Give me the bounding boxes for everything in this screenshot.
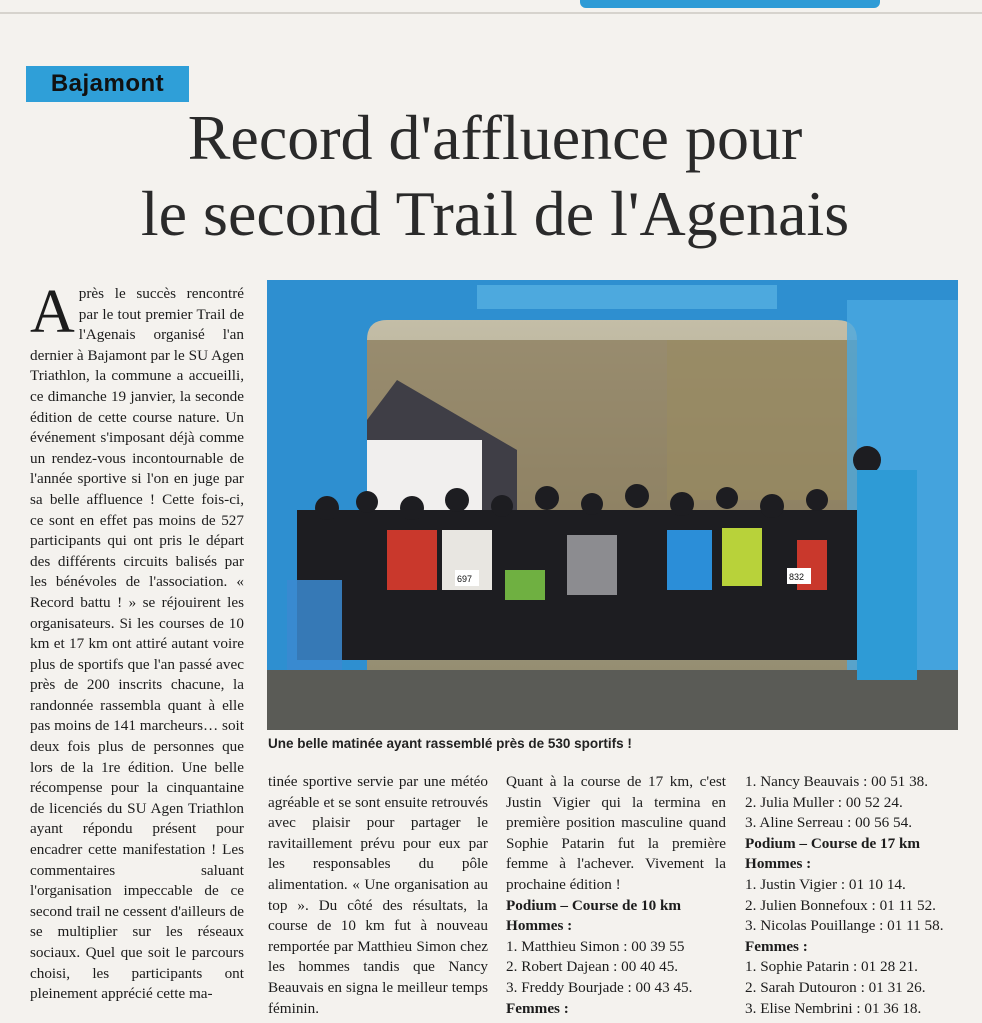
column-1-text: près le succès rencontré par le tout premier Trail de l'Agenais organisé l'an dernier à Bajamont par le SU Agen Triathlon, la commune a accueilli, ce dimanche 19 janvier, la seconde édition de cette course nature. Un événement s'imposant déjà comme un rendez-vous incontournable de l'année sportive si l'on en juge par sa belle affluence ! Cette fois-ci, ce sont en effet pas moins de 527 participants qui ont pris le départ des différents circuits balisés par les bénévoles de l'association. « Record battu ! » se réjouirent les organisateurs. Si les courses de 10 km et 17 km ont attiré autant voire plus de sportifs que l'an passé avec près de 200 inscrits chacune, la randonnée rassembla quant à elle pas moins de 141 marcheurs… soit deux fois plus de personnes que lors de la 1re édition. Une belle récompense pour la cinquantaine de licenciés du SU Agen Triathlon ayant répondu présent pour encadrer cette manifestation ! Les commentaires saluant l'organisation impeccable de ce second trail ne cessent d'ailleurs de se multiplier sur les réseaux sociaux. Quel que soit le parcours choisi, les participants ont pleinement apprécié cette ma- [30,285,244,1003]
result-line: 1. Matthieu Simon : 00 39 55 [506,937,685,955]
hommes-10km-label: Hommes : [506,917,573,935]
podium-10km-title: Podium – Course de 10 km [506,896,682,914]
podium-17km-title: Podium – Course de 17 km [745,834,921,852]
headline [40,100,950,252]
headline-line-1: Record d'affluence pour [187,102,803,173]
result-line: 3. Freddy Bourjade : 00 43 45. [506,978,693,996]
location-rubric: Bajamont [26,66,189,102]
article-column-2 [268,772,488,1019]
page-top-rule [0,0,982,14]
result-line: 3. Elise Nembrini : 01 36 18. [745,999,922,1017]
article-column-4 [745,772,969,1019]
article-column-1 [30,278,244,1005]
result-line: 1. Sophie Patarin : 01 28 21. [745,958,918,976]
headline-line-2: le second Trail de l'Agenais [140,178,850,249]
result-line: 1. Nancy Beauvais : 00 51 38. [745,773,929,790]
bib-number-2: 832 [789,572,805,582]
hommes-17km-label: Hommes : [745,855,812,873]
result-line: 1. Justin Vigier : 01 10 14. [745,875,906,893]
photo-illustration [267,280,958,730]
result-line: 2. Julien Bonnefoux : 01 11 52. [745,896,936,914]
drop-cap: A [30,278,75,346]
column-3-text: Quant à la course de 17 km, c'est Justin Vigier qui la termina en première position masculine quand Sophie Patarin fut la première femme à l'achever. Vivement la prochaine édition ! [506,773,726,893]
column-2-text: tinée sportive servie par une météo agréable et se sont ensuite retrouvés avec plaisir pour partager le ravitaillement prévu pour eux par les responsables du pôle alimentation. « Une organisation au top ». Du côté des résultats, la course de 10 km fut à nouveau remportée par Matthieu Simon chez les hommes tandis que Nancy Beauvais en signa le meilleur temps féminin. [268,773,488,1017]
article-column-3 [506,772,726,1019]
result-line: 2. Sarah Dutouron : 01 31 26. [745,978,926,996]
result-line: 3. Nicolas Pouillange : 01 11 58. [745,917,944,935]
femmes-17km-label: Femmes : [745,937,808,955]
result-line: 2. Julia Muller : 00 52 24. [745,793,903,811]
femmes-10km-label: Femmes : [506,999,569,1017]
photo-caption: Une belle matinée ayant rassemblé près de 530 sportifs ! [268,736,632,751]
race-start-photo [267,280,958,730]
result-line: 3. Aline Serreau : 00 56 54. [745,814,913,832]
result-line: 2. Robert Dajean : 00 40 45. [506,958,679,976]
section-header-strip [580,0,880,8]
bib-number-1: 697 [457,574,473,584]
